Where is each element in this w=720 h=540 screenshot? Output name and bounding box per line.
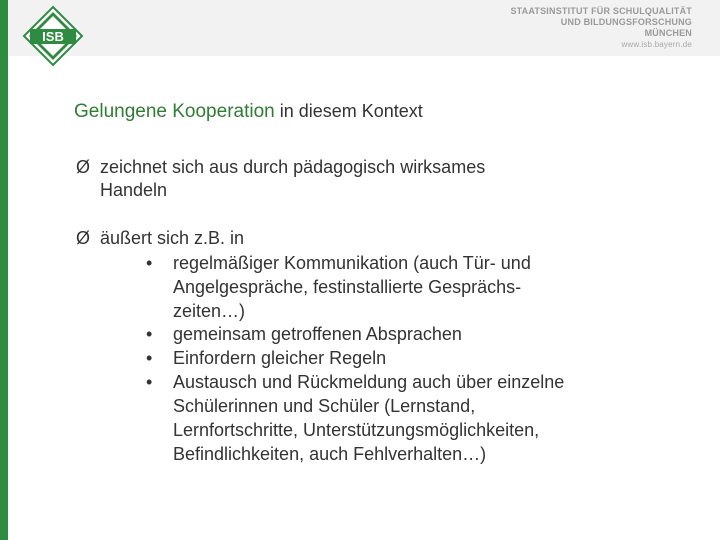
institute-line-2: UND BILDUNGSFORSCHUNG xyxy=(560,17,692,27)
dot-bullet-icon: • xyxy=(146,253,153,273)
dot-bullet-icon: • xyxy=(146,324,153,344)
institute-url: www.isb.bayern.de xyxy=(621,40,692,49)
sub-line: gemeinsam getroffenen Absprachen xyxy=(173,324,462,344)
bullet-line: Handeln xyxy=(100,180,168,200)
arrow-bullet-icon: Ø xyxy=(76,228,91,248)
sub-line: Angelgespräche, festinstallierte Gesprächs- xyxy=(173,277,522,297)
slide-title xyxy=(74,101,423,123)
title-accent: Gelungene Kooperation xyxy=(74,101,275,122)
bullet-text xyxy=(100,227,244,250)
sub-bullet-text xyxy=(173,251,531,323)
arrow-bullet-icon: Ø xyxy=(76,157,91,177)
institute-line-1: STAATSINSTITUT FÜR SCHULQUALITÄT xyxy=(510,6,692,16)
institute-name xyxy=(510,6,692,50)
isb-logo xyxy=(22,5,84,67)
bullet-line: äußert sich z.B. in xyxy=(100,228,245,248)
sub-line: zeiten…) xyxy=(173,301,246,321)
left-accent-bar xyxy=(0,0,8,540)
sub-line: regelmäßiger Kommunikation (auch Tür- und xyxy=(173,253,531,273)
sub-line: Befindlichkeiten, auch Fehlverhalten…) xyxy=(173,444,487,464)
bullet-line: zeichnet sich aus durch pädagogisch wirksames xyxy=(100,157,486,177)
sub-line: Einfordern gleicher Regeln xyxy=(173,348,387,368)
logo-text: ISB xyxy=(42,29,64,44)
bullet-text xyxy=(100,156,485,202)
sub-line: Austausch und Rückmeldung auch über einzelne xyxy=(173,372,565,392)
sub-line: Lernfortschritte, Unterstützungsmöglichkeiten, xyxy=(173,420,540,440)
sub-bullet-text xyxy=(173,370,564,466)
dot-bullet-icon: • xyxy=(146,348,153,368)
sub-bullet-text xyxy=(173,322,462,346)
sub-line: Schülerinnen und Schüler (Lernstand, xyxy=(173,396,476,416)
dot-bullet-icon: • xyxy=(146,372,153,392)
title-rest: in diesem Kontext xyxy=(274,101,423,121)
institute-line-3: MÜNCHEN xyxy=(644,28,692,38)
sub-bullet-text xyxy=(173,346,386,370)
